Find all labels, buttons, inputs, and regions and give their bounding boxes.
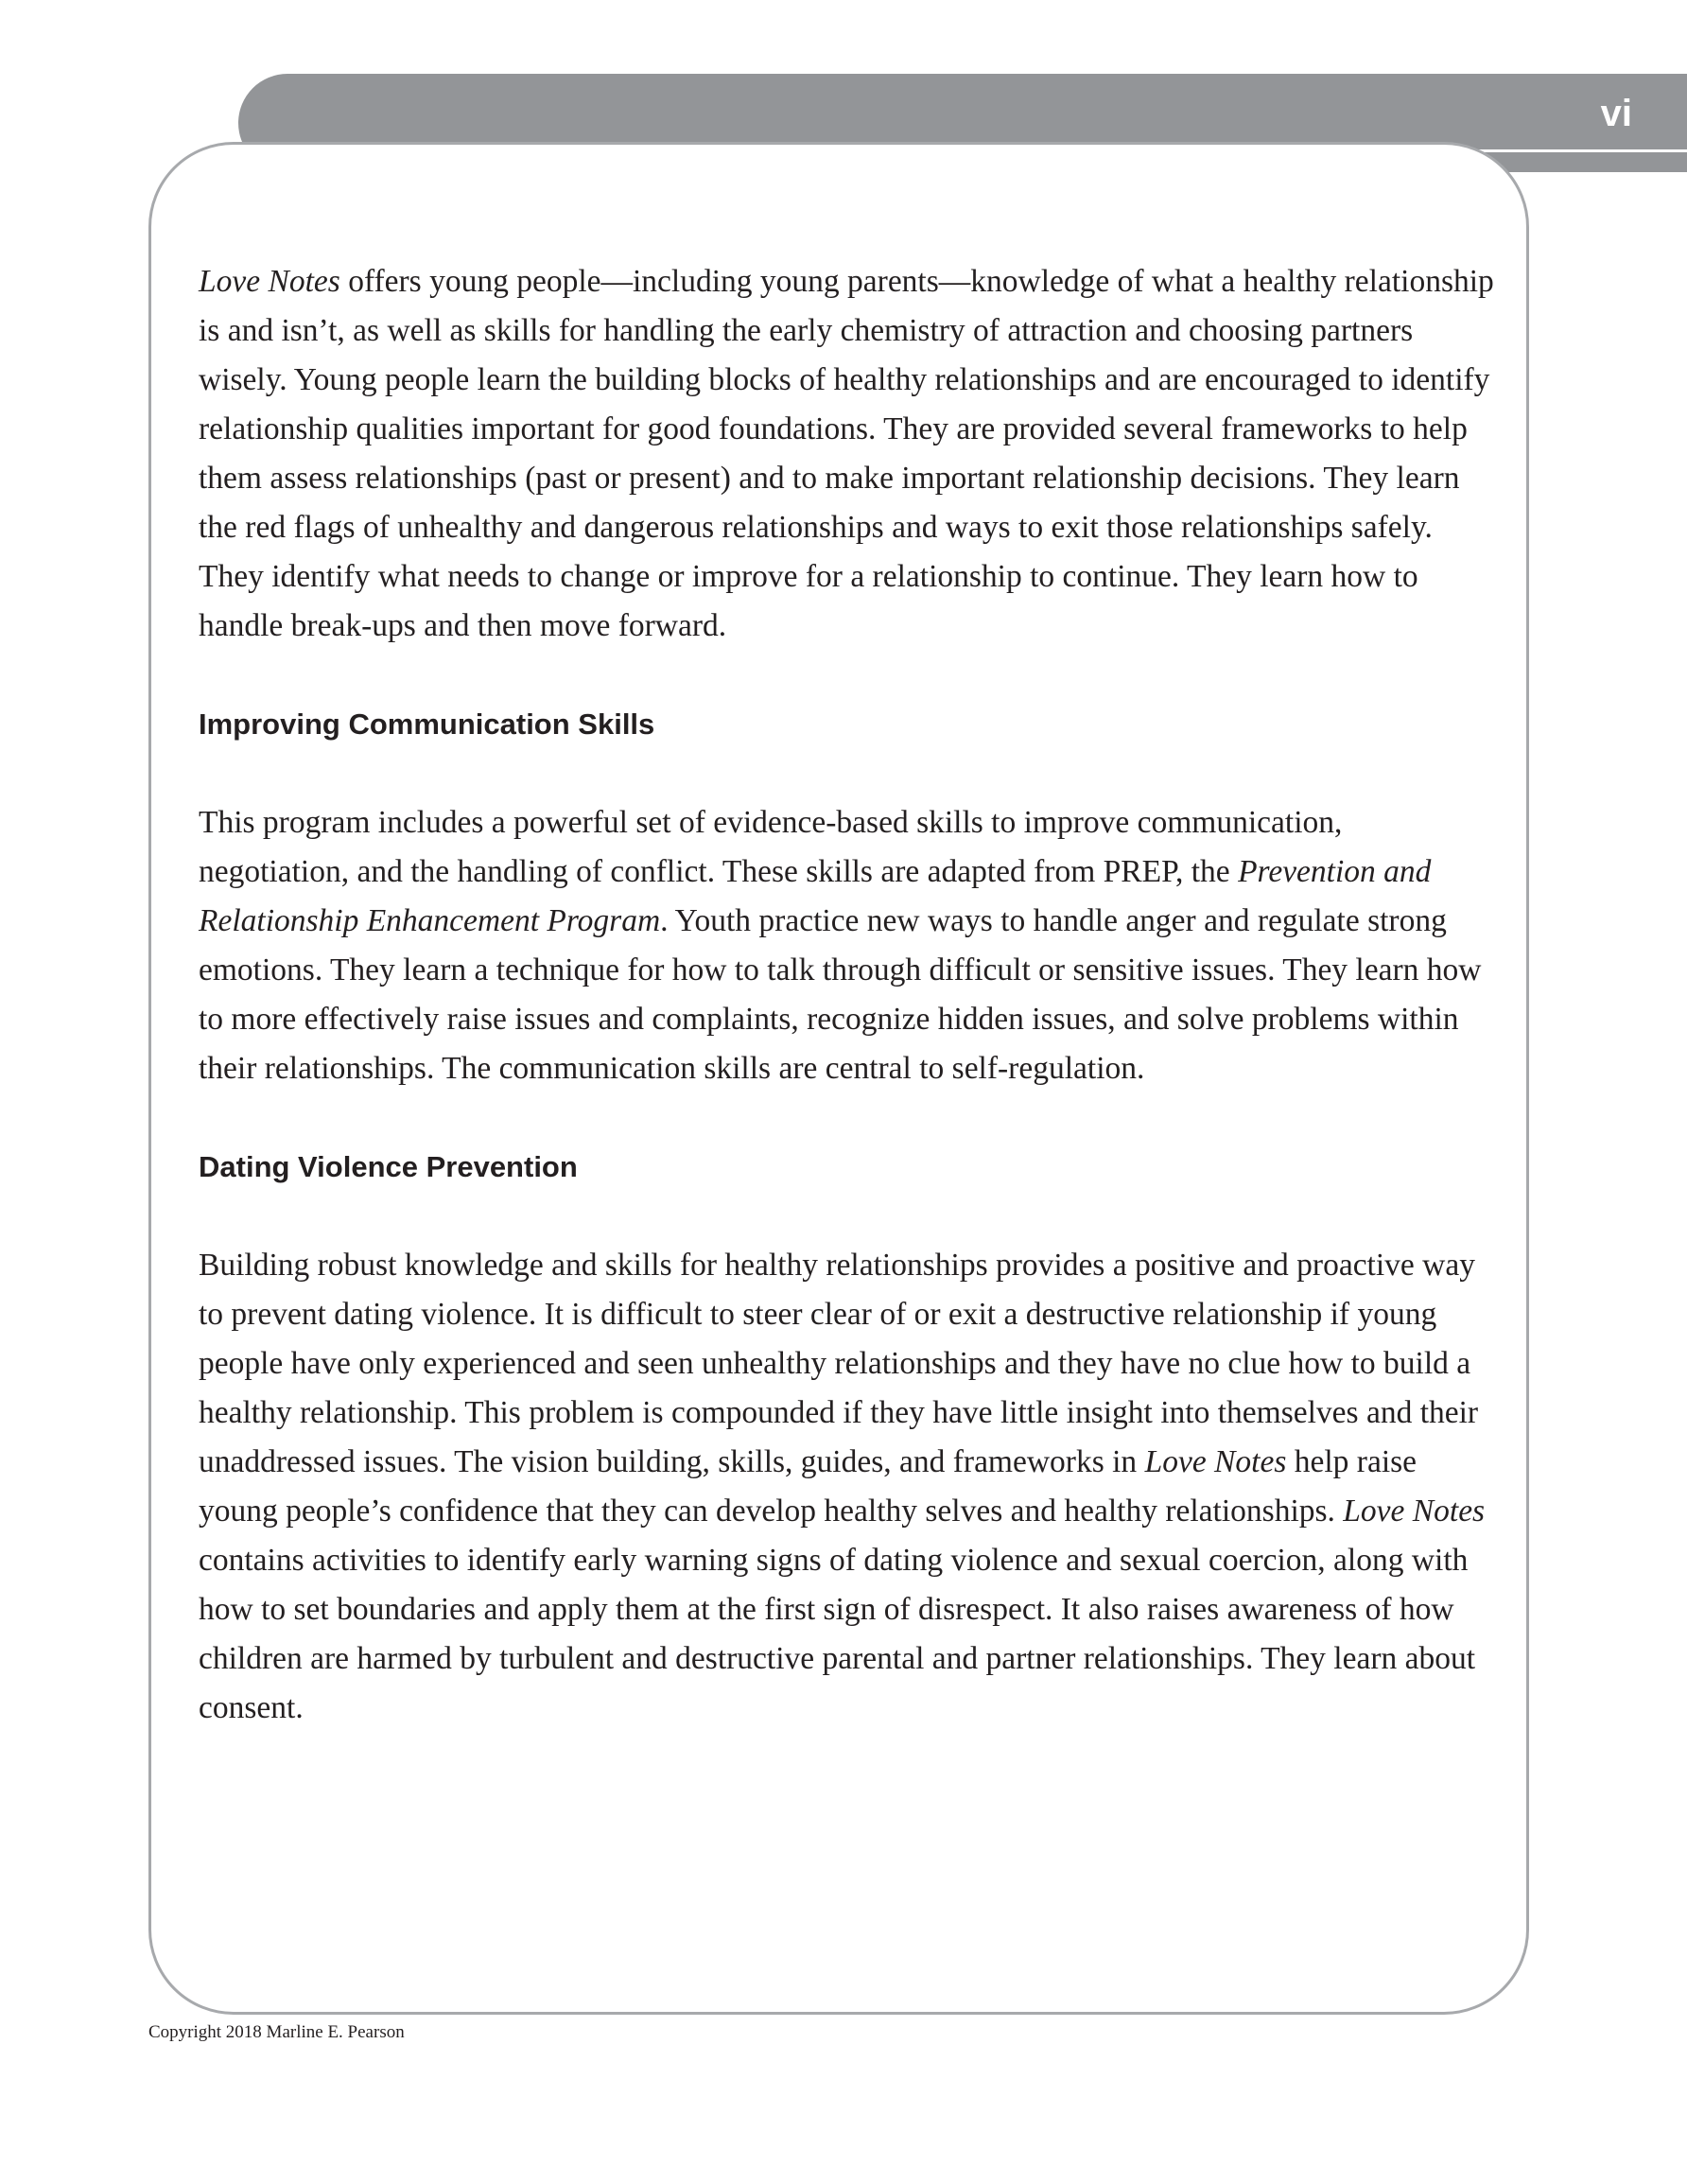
page-content [199, 257, 1494, 1782]
program-title: Love Notes [1144, 1444, 1287, 1479]
intro-text: offers young people—including young parents—knowledge of what a healthy relationship is and isn’t, as well as skills for handling the early chemistry of attraction and choosing partners wisely. Young people learn the building blocks of healthy relationships and are encouraged to identify relationship qualities important for good foundations. They are provided several frameworks to help them assess relationships (past or present) and to make important relationship decisions. They learn the red flags of unhealthy and dangerous relationships and ways to exit those relationships safely. They identify what needs to change or improve for a relationship to continue. They learn how to handle break-ups and then move forward. [199, 264, 1494, 643]
copyright-footer: Copyright 2018 Marline E. Pearson [148, 2022, 405, 2042]
communication-paragraph [199, 798, 1494, 1093]
communication-heading: Improving Communication Skills [199, 708, 655, 741]
program-title: Love Notes [1343, 1494, 1486, 1529]
violence-heading: Dating Violence Prevention [199, 1150, 578, 1183]
intro-paragraph [199, 257, 1494, 651]
violence-text-2: help raise young people’s confidence that they can develop healthy selves and healthy relationships. [199, 1444, 1417, 1529]
violence-text-1: Building robust knowledge and skills for healthy relationships provides a positive and proactive way to prevent dating violence. It is difficult to steer clear of or exit a destructive relationship if young people have only experienced and seen unhealthy relationships and they have no clue how to build a healthy relationship. This problem is compounded if they have little insight into themselves and their unaddressed issues. The vision building, skills, guides, and frameworks in [199, 1248, 1479, 1479]
communication-text-before: This program includes a powerful set of evidence-based skills to improve communication, negotiation, and the handling of conflict. These skills are adapted from PREP, the [199, 805, 1343, 889]
violence-text-3: contains activities to identify early warning signs of dating violence and sexual coercion, along with how to set boundaries and apply them at the first sign of disrespect. It also raises awareness of how children are harmed by turbulent and destructive parental and partner relationships. They learn about consent. [199, 1543, 1476, 1725]
communication-text-after: . Youth practice new ways to handle anger and regulate strong emotions. They learn a technique for how to talk through difficult or sensitive issues. They learn how to more effectively raise issues and complaints, recognize hidden issues, and solve problems within their relationships. The communication skills are central to self-regulation. [199, 903, 1482, 1086]
page-number: vi [1600, 93, 1632, 134]
prep-program-title: Prevention and Relationship Enhancement Program [199, 854, 1432, 938]
violence-paragraph [199, 1241, 1494, 1733]
program-title: Love Notes [199, 264, 340, 299]
